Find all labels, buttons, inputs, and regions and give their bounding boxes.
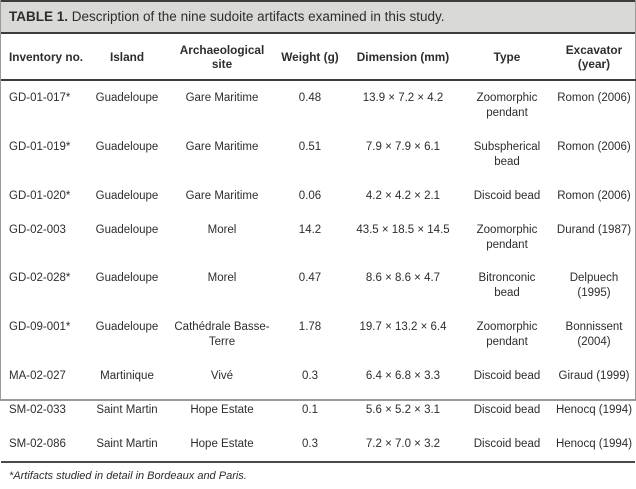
table-cell: Discoid bead bbox=[473, 438, 541, 451]
table-body bbox=[1, 80, 636, 461]
column-header: Excavator (year) bbox=[551, 34, 636, 80]
table-cell: 0.48 bbox=[298, 91, 322, 104]
table-cell: Saint Martin bbox=[96, 404, 158, 417]
table-cell: Vivé bbox=[210, 370, 234, 383]
table-cell: Henocq (1994) bbox=[555, 404, 633, 417]
table-row bbox=[1, 80, 636, 130]
table-cell: Romon (2006) bbox=[557, 91, 631, 104]
table-cell: Zoomorphic pendant bbox=[476, 321, 538, 349]
table-cell: 5.6 × 5.2 × 3.1 bbox=[365, 404, 441, 417]
table-cell: GD-02-028* bbox=[9, 272, 71, 285]
table-cell: Guadeloupe bbox=[95, 189, 159, 202]
table-cell: GD-01-019* bbox=[9, 140, 71, 153]
table-cell: Bitronconic bead bbox=[478, 272, 536, 300]
column-header: Dimension (mm) bbox=[343, 34, 463, 80]
table-cell: 43.5 × 18.5 × 14.5 bbox=[356, 223, 450, 236]
table-cell: 0.3 bbox=[302, 438, 318, 451]
table-cell: 13.9 × 7.2 × 4.2 bbox=[362, 91, 444, 104]
column-header: Archaeological site bbox=[167, 34, 277, 80]
table-cell: 19.7 × 13.2 × 6.4 bbox=[359, 321, 447, 334]
table-cell: Guadeloupe bbox=[95, 140, 159, 153]
table-cell: Morel bbox=[207, 272, 237, 285]
artifacts-table bbox=[1, 34, 636, 461]
table-cell: Zoomorphic pendant bbox=[476, 223, 538, 251]
table-cell: Romon (2006) bbox=[557, 189, 631, 202]
table-cell: GD-01-017* bbox=[9, 91, 71, 104]
table-cell: Henocq (1994) bbox=[555, 438, 633, 451]
table-row bbox=[1, 310, 636, 359]
table-cell: Martinique bbox=[100, 370, 154, 383]
table-cell: Discoid bead bbox=[473, 370, 541, 383]
table-cell: Zoomorphic pendant bbox=[476, 91, 538, 119]
table-cell: Morel bbox=[207, 223, 237, 236]
table-cell: Durand (1987) bbox=[556, 223, 632, 236]
table-cell: Giraud (1999) bbox=[558, 370, 630, 383]
table-cell: Discoid bead bbox=[473, 404, 541, 417]
table-cell: 0.47 bbox=[298, 272, 322, 285]
table-cell: Hope Estate bbox=[190, 404, 254, 417]
table-cell: 0.1 bbox=[302, 404, 318, 417]
table-cell: 14.2 bbox=[298, 223, 322, 236]
table-cell: Delpuech (1995) bbox=[569, 272, 619, 300]
table-row bbox=[1, 213, 636, 262]
table-cell: 4.2 × 4.2 × 2.1 bbox=[365, 189, 441, 202]
table-cell: 1.78 bbox=[298, 321, 322, 334]
table-cell: Gare Maritime bbox=[185, 91, 259, 104]
table-cell: SM-02-086 bbox=[9, 438, 66, 451]
table-cell: Guadeloupe bbox=[95, 91, 159, 104]
table-row bbox=[1, 179, 636, 213]
table-row bbox=[1, 393, 636, 427]
table-cell: 0.06 bbox=[298, 189, 322, 202]
table-title bbox=[1, 0, 635, 34]
table-cell: 0.3 bbox=[302, 370, 318, 383]
table-row bbox=[1, 427, 636, 461]
table-cell: Romon (2006) bbox=[557, 140, 631, 153]
table-cell: Hope Estate bbox=[190, 438, 254, 451]
table-cell: Subspherical bead bbox=[473, 140, 541, 168]
table-row bbox=[1, 130, 636, 179]
table-cell: Cathédrale Basse-Terre bbox=[174, 321, 270, 349]
header-row bbox=[1, 34, 636, 80]
table-cell: 8.6 × 8.6 × 4.7 bbox=[365, 272, 441, 285]
column-header: Inventory no. bbox=[1, 34, 87, 80]
table-cell: 7.2 × 7.0 × 3.2 bbox=[365, 438, 441, 451]
column-header: Weight (g) bbox=[277, 34, 343, 80]
table-title-text: Description of the nine sudoite artifacts examined in this study. bbox=[68, 9, 445, 24]
table-cell: Guadeloupe bbox=[95, 321, 159, 334]
table-row bbox=[1, 261, 636, 310]
table-cell: 7.9 × 7.9 × 6.1 bbox=[365, 140, 441, 153]
table-cell: MA-02-027 bbox=[9, 370, 66, 383]
table-cell: SM-02-033 bbox=[9, 404, 66, 417]
table-cell: Bonnissent (2004) bbox=[565, 321, 623, 349]
column-header: Island bbox=[87, 34, 167, 80]
table-cell: GD-01-020* bbox=[9, 189, 71, 202]
table-cell: Gare Maritime bbox=[185, 189, 259, 202]
table-cell: 6.4 × 6.8 × 3.3 bbox=[365, 370, 441, 383]
table-footnote: *Artifacts studied in detail in Bordeaux and Paris. bbox=[1, 461, 635, 489]
table-cell: GD-02-003 bbox=[9, 223, 66, 236]
table-cell: Guadeloupe bbox=[95, 272, 159, 285]
table-row bbox=[1, 359, 636, 393]
table-cell: Discoid bead bbox=[473, 189, 541, 202]
table-title-label: TABLE 1. bbox=[9, 9, 69, 24]
table-cell: 0.51 bbox=[298, 140, 322, 153]
column-header: Type bbox=[463, 34, 551, 80]
table-cell: GD-09-001* bbox=[9, 321, 71, 334]
table-cell: Guadeloupe bbox=[95, 223, 159, 236]
table-cell: Gare Maritime bbox=[185, 140, 259, 153]
table-cell: Saint Martin bbox=[96, 438, 158, 451]
